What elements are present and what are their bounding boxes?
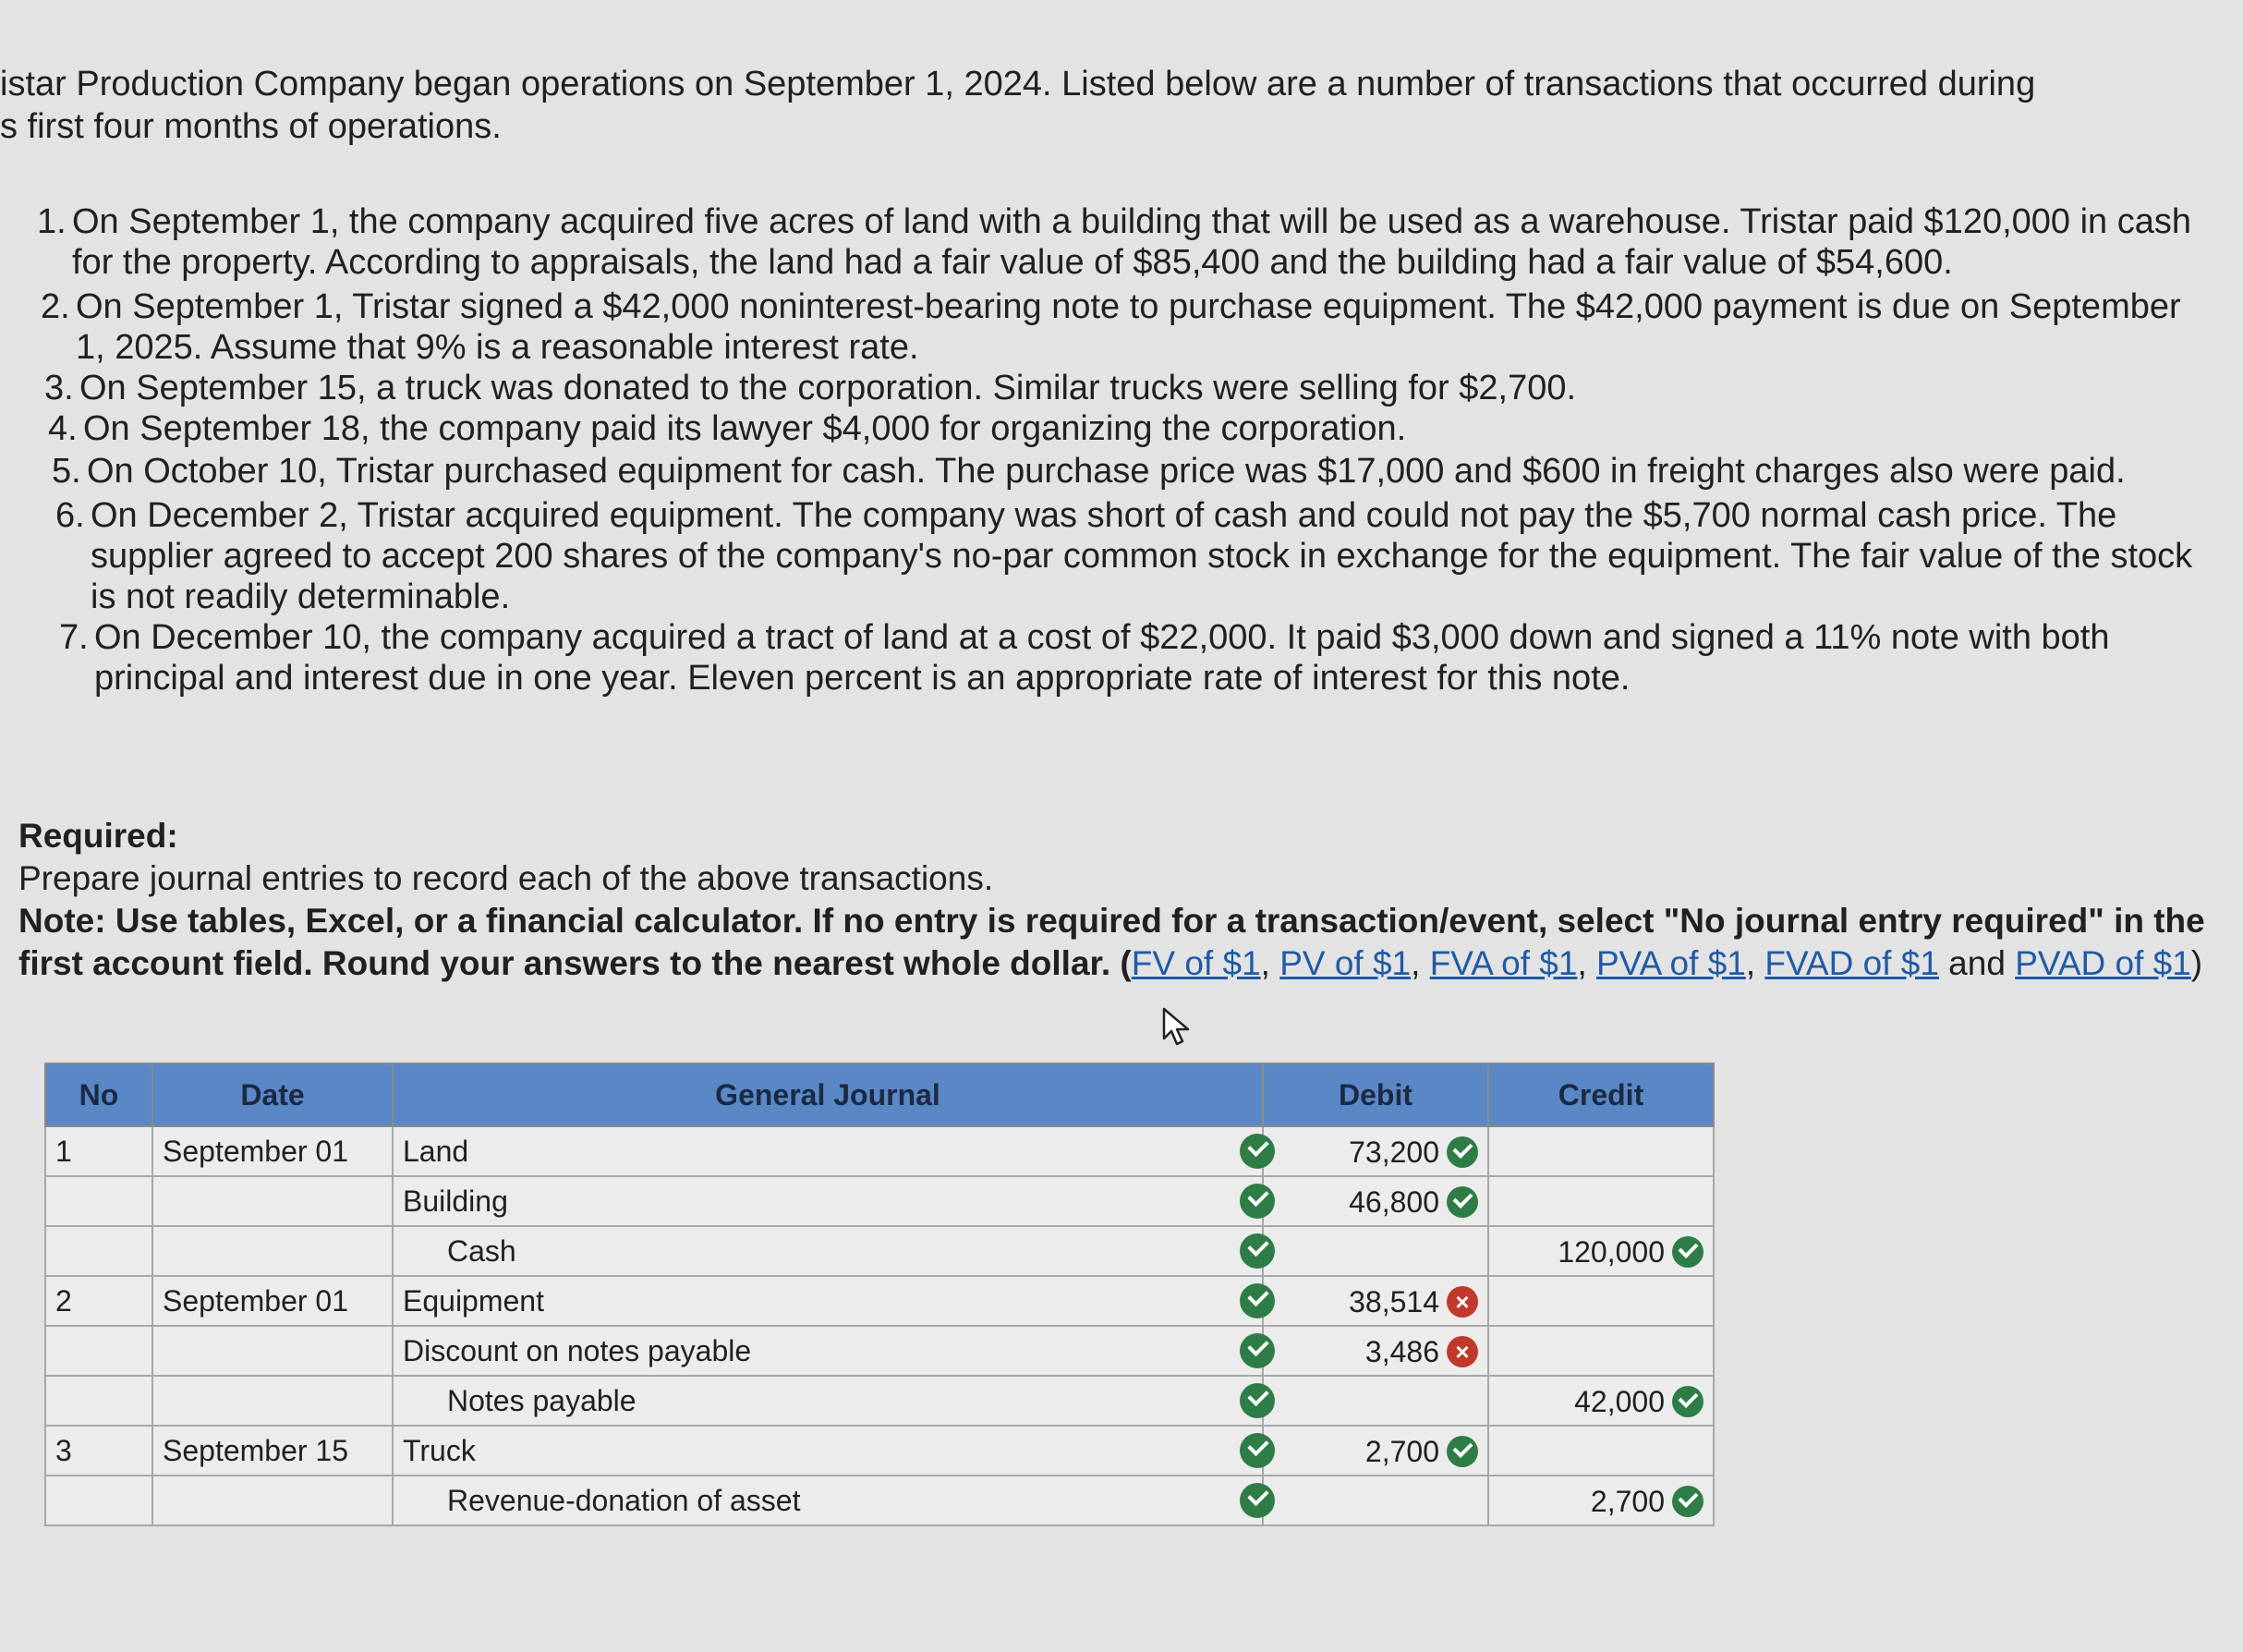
account-name: Discount on notes payable: [403, 1333, 752, 1367]
col-header-date: Date: [152, 1063, 393, 1126]
account-name: Equipment: [403, 1283, 544, 1318]
credit-input-value: 2,700: [1590, 1484, 1665, 1518]
account-check-icon: [1240, 1333, 1275, 1368]
journal-body: [45, 1126, 1714, 1525]
debit-input[interactable]: [1263, 1326, 1488, 1376]
account-name: Cash: [447, 1233, 516, 1268]
required-heading: Required:: [18, 817, 178, 855]
col-header-debit: Debit: [1263, 1063, 1488, 1126]
account-select[interactable]: [393, 1276, 1263, 1326]
transaction-item: [55, 495, 2199, 617]
debit-input[interactable]: [1263, 1226, 1488, 1276]
debit-input-value: 2,700: [1364, 1434, 1439, 1468]
entry-number: [45, 1326, 152, 1376]
debit-input-value: 73,200: [1349, 1135, 1439, 1169]
col-header-general-journal: General Journal: [393, 1063, 1263, 1126]
journal-row: [45, 1276, 1714, 1326]
account-check-icon: [1240, 1483, 1275, 1518]
journal-row: [45, 1376, 1714, 1426]
credit-input[interactable]: [1488, 1226, 1714, 1276]
debit-input[interactable]: [1263, 1476, 1488, 1525]
credit-input-value: 120,000: [1558, 1234, 1665, 1269]
correct-check-icon: [1447, 1136, 1478, 1168]
transaction-number: 2.: [41, 287, 70, 326]
debit-input[interactable]: [1263, 1276, 1488, 1326]
incorrect-x-icon: ×: [1447, 1286, 1478, 1318]
credit-input[interactable]: [1488, 1476, 1714, 1525]
credit-input[interactable]: [1488, 1326, 1714, 1376]
entry-number: 3: [45, 1426, 152, 1476]
account-name: Building: [403, 1184, 508, 1218]
transaction-text: On September 1, the company acquired five acres of land with a building that will be used as a warehouse. Tristar paid $120,000 in cash for the property. According to appraisals, the land had a fair value of $85,400 and the building had a fair value of $54,600.: [72, 202, 2192, 282]
journal-row: [45, 1426, 1714, 1476]
required-instruction: Prepare journal entries to record each of the above transactions.: [18, 859, 994, 897]
credit-input-value: 42,000: [1574, 1384, 1665, 1418]
transaction-item: [52, 451, 2199, 492]
credit-input[interactable]: [1488, 1126, 1714, 1176]
table-link[interactable]: FVAD of $1: [1764, 944, 1939, 982]
account-check-icon: [1240, 1433, 1275, 1468]
link-separator: ,: [1411, 944, 1430, 982]
entry-date[interactable]: [152, 1326, 393, 1376]
account-select[interactable]: [393, 1426, 1263, 1476]
required-section: [18, 815, 2217, 985]
entry-date[interactable]: [152, 1176, 393, 1226]
account-name: Land: [403, 1134, 469, 1168]
table-link[interactable]: FVA of $1: [1429, 944, 1578, 982]
entry-number: [45, 1376, 152, 1426]
entry-number: [45, 1176, 152, 1226]
link-separator: and: [1938, 944, 2016, 982]
debit-input-value: 3,486: [1364, 1334, 1439, 1368]
incorrect-x-icon: ×: [1447, 1336, 1478, 1367]
entry-number: 2: [45, 1276, 152, 1326]
transaction-number: 5.: [52, 452, 81, 491]
credit-input[interactable]: [1488, 1376, 1714, 1426]
journal-row: [45, 1326, 1714, 1376]
debit-input-value: 46,800: [1349, 1184, 1439, 1219]
journal-header-row: [45, 1063, 1714, 1126]
journal-row: [45, 1476, 1714, 1525]
credit-input[interactable]: [1488, 1176, 1714, 1226]
transaction-item: [37, 201, 2199, 283]
intro-line-1: istar Production Company began operations on September 1, 2024. Listed below are a number of transactions that occurred during: [0, 65, 2036, 103]
entry-date[interactable]: [152, 1476, 393, 1525]
entry-number: 1: [45, 1126, 152, 1176]
correct-check-icon: [1672, 1386, 1703, 1417]
correct-check-icon: [1447, 1436, 1478, 1467]
debit-input-value: 38,514: [1349, 1284, 1439, 1318]
link-separator: ,: [1577, 944, 1596, 982]
account-select[interactable]: [393, 1476, 1263, 1525]
transaction-text: On December 10, the company acquired a tract of land at a cost of $22,000. It paid $3,000 down and signed a 11% note with both principal and interest due in one year. Eleven percent is an appropriate rate of interest for this note.: [94, 618, 2110, 698]
transaction-number: 4.: [48, 409, 78, 448]
debit-input[interactable]: [1263, 1426, 1488, 1476]
entry-date[interactable]: September 01: [152, 1276, 393, 1326]
table-link[interactable]: PV of $1: [1279, 944, 1412, 982]
account-check-icon: [1240, 1283, 1275, 1318]
transaction-number: 7.: [59, 618, 89, 657]
table-link[interactable]: PVA of $1: [1596, 944, 1746, 982]
journal-row: [45, 1176, 1714, 1226]
table-link[interactable]: FV of $1: [1131, 944, 1261, 982]
credit-input[interactable]: [1488, 1426, 1714, 1476]
account-check-icon: [1240, 1134, 1275, 1169]
col-header-no: No: [45, 1063, 152, 1126]
col-header-credit: Credit: [1488, 1063, 1714, 1126]
entry-date[interactable]: [152, 1226, 393, 1276]
credit-input[interactable]: [1488, 1276, 1714, 1326]
account-check-icon: [1240, 1383, 1275, 1418]
correct-check-icon: [1672, 1236, 1703, 1268]
link-separator: ,: [1260, 944, 1280, 982]
intro-text: [0, 63, 2217, 148]
debit-input[interactable]: [1263, 1126, 1488, 1176]
debit-input[interactable]: [1263, 1176, 1488, 1226]
correct-check-icon: [1447, 1186, 1478, 1218]
account-select[interactable]: [393, 1126, 1263, 1176]
transaction-item: [59, 617, 2199, 698]
entry-number: [45, 1226, 152, 1276]
entry-date[interactable]: [152, 1376, 393, 1426]
general-journal-table: [44, 1063, 1715, 1526]
transaction-number: 6.: [55, 496, 85, 535]
transaction-item: [48, 408, 2199, 449]
transaction-text: On September 1, Tristar signed a $42,000 noninterest-bearing note to purchase equipment. The $42,000 payment is due on September 1, 2025. Assume that 9% is a reasonable interest rate.: [76, 287, 2181, 367]
journal-row: [45, 1126, 1714, 1176]
journal-row: [45, 1226, 1714, 1276]
debit-input[interactable]: [1263, 1376, 1488, 1426]
correct-check-icon: [1672, 1486, 1703, 1517]
transaction-text: On October 10, Tristar purchased equipment for cash. The purchase price was $17,000 and $600 in freight charges also were paid.: [87, 452, 2126, 491]
account-name: Notes payable: [447, 1383, 637, 1417]
transaction-number: 3.: [44, 369, 74, 407]
account-select[interactable]: [393, 1176, 1263, 1226]
entry-date[interactable]: September 01: [152, 1126, 393, 1176]
note-text: Note: Use tables, Excel, or a financial calculator. If no entry is required for a transaction/event, select "No journal entry required" in the first account field. Round your answers to the nearest whole dollar. (: [18, 902, 2205, 982]
intro-line-2: s first four months of operations.: [0, 107, 502, 146]
account-check-icon: [1240, 1233, 1275, 1269]
note-close: ): [2190, 944, 2203, 982]
account-select[interactable]: [393, 1326, 1263, 1376]
transaction-item: [44, 368, 2199, 408]
mouse-pointer-icon: [1162, 1007, 1194, 1048]
transaction-text: On September 15, a truck was donated to the corporation. Similar trucks were selling for $2,700.: [79, 369, 1577, 407]
account-name: Revenue-donation of asset: [447, 1483, 801, 1517]
entry-number: [45, 1476, 152, 1525]
transaction-number: 1.: [37, 202, 67, 241]
account-select[interactable]: [393, 1226, 1263, 1276]
account-check-icon: [1240, 1184, 1275, 1219]
transaction-list: [37, 201, 2199, 698]
transaction-item: [41, 286, 2199, 368]
table-link[interactable]: PVAD of $1: [2015, 944, 2191, 982]
link-separator: ,: [1745, 944, 1765, 982]
account-name: Truck: [403, 1433, 476, 1467]
transaction-text: On September 18, the company paid its lawyer $4,000 for organizing the corporation.: [83, 409, 1407, 448]
transaction-text: On December 2, Tristar acquired equipment. The company was short of cash and could not pay the $5,700 normal cash price. The supplier agreed to accept 200 shares of the company's no-par common stock in exchange for the equipment. The fair value of the stock is not readily determinable.: [91, 496, 2193, 616]
account-select[interactable]: [393, 1376, 1263, 1426]
entry-date[interactable]: September 15: [152, 1426, 393, 1476]
required-note: [18, 900, 2217, 985]
